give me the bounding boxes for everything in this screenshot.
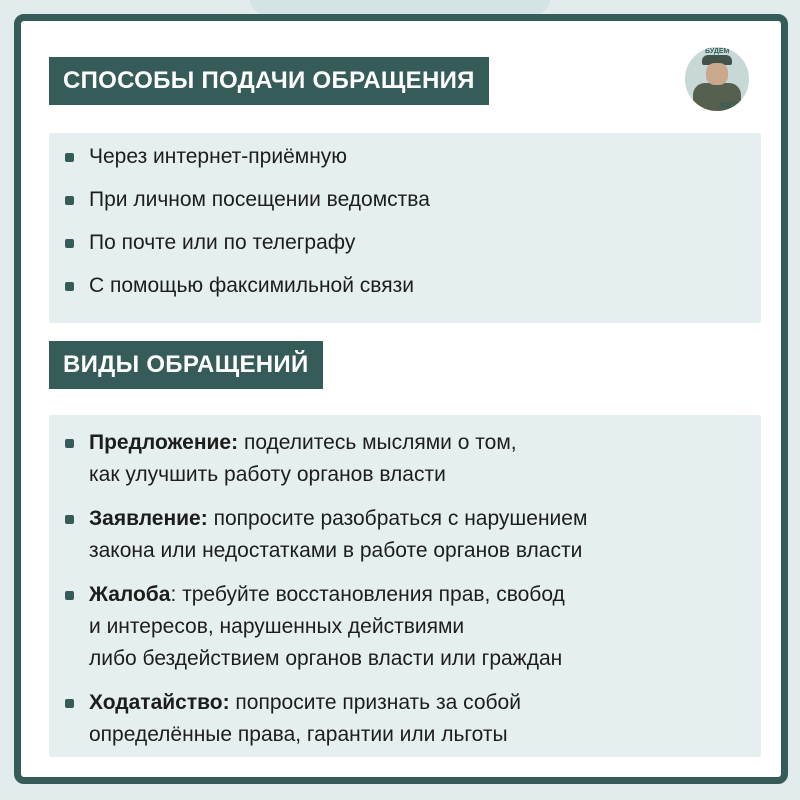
logo-top-text: БУДЕМ: [705, 48, 730, 55]
section-title-types: ВИДЫ ОБРАЩЕНИЙ: [49, 341, 323, 389]
list-item: [89, 227, 355, 259]
list-item-text: При личном посещении ведомства: [89, 188, 430, 211]
item-text: и интересов, нарушенных действиями: [89, 615, 465, 638]
bullet-icon: [65, 439, 74, 448]
bullet-icon: [65, 515, 74, 524]
item-term: Жалоба: [89, 583, 171, 606]
bullet-icon: [65, 196, 74, 205]
bullet-icon: [65, 591, 74, 600]
bullet-icon: [65, 282, 74, 291]
list-item: [89, 270, 414, 302]
item-text: поделитесь мыслями о том,: [238, 431, 517, 454]
bullet-icon: [65, 699, 74, 708]
methods-list: [49, 133, 761, 323]
item-text: закона или недостатками в работе органов власти: [89, 539, 583, 562]
card-frame: [14, 14, 788, 784]
item-term: Предложение:: [89, 431, 239, 454]
item-text: определённые права, гарантии или льготы: [89, 723, 508, 746]
item-text: попросите разобраться с нарушением: [207, 507, 588, 530]
bullet-icon: [65, 153, 74, 162]
list-item-text: По почте или по телеграфу: [89, 231, 356, 254]
list-item: [89, 503, 587, 567]
types-list: [49, 415, 761, 757]
item-term: Ходатайство:: [89, 691, 230, 714]
list-item-text: С помощью факсимильной связи: [89, 274, 414, 297]
list-item: [89, 579, 565, 675]
list-item: [89, 427, 517, 491]
list-item: [89, 184, 430, 216]
list-item: [89, 687, 521, 751]
item-text: либо бездействием органов власти или граждан: [89, 647, 563, 670]
item-text: попросите признать за собой: [229, 691, 521, 714]
list-item: [89, 141, 347, 173]
list-item-text: Через интернет-приёмную: [89, 145, 348, 168]
item-text: как улучшить работу органов власти: [89, 463, 446, 486]
logo-avatar: [683, 45, 751, 113]
section-title-methods: СПОСОБЫ ПОДАЧИ ОБРАЩЕНИЯ: [49, 57, 489, 105]
item-text: : требуйте восстановления прав, свобод: [170, 583, 565, 606]
logo-bottom-text: ЖИТЬ: [719, 101, 743, 110]
logo-figure-face: [706, 63, 728, 85]
bullet-icon: [65, 239, 74, 248]
item-term: Заявление:: [89, 507, 208, 530]
